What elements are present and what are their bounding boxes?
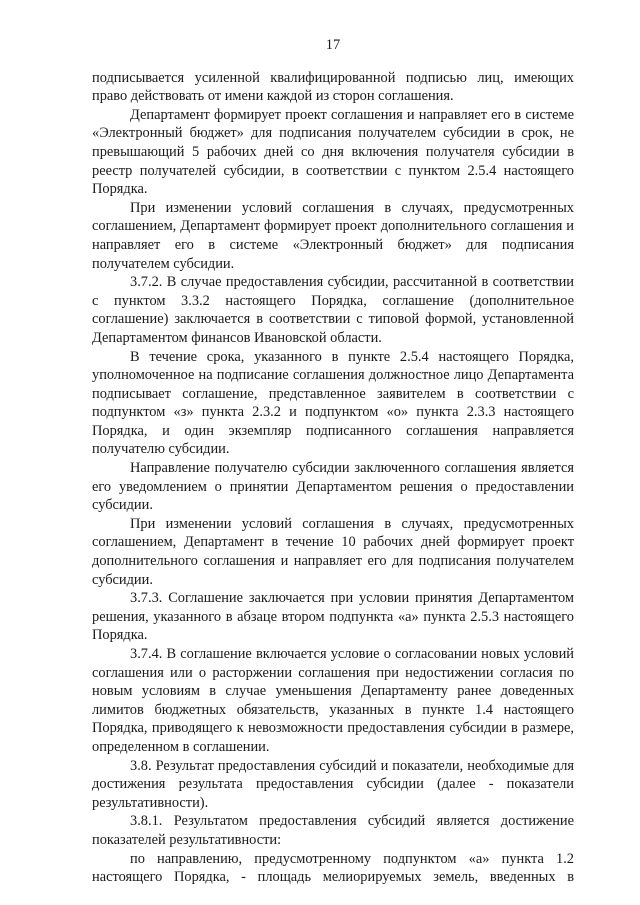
paragraph: 3.8.1. Результатом предоставления субсидий является достижение показателей результативности: xyxy=(92,813,574,848)
paragraph: 3.8. Результат предоставления субсидий и показатели, необходимые для достижения результата предоставления субсидии (далее - показатели результативности). xyxy=(92,757,574,811)
paragraph: по направлению, предусмотренному подпунктом «а» пункта 1.2 настоящего Порядка, - площадь мелиорируемых земель, введенных в xyxy=(92,850,574,886)
paragraph: Департамент формирует проект соглашения и направляет его в системе «Электронный бюджет» для подписания получателем субсидии в срок, не превышающий 5 рабочих дней со дня включения получателя субсидии в реестр получателей субсидии, в соответствии с пунктом 2.5.4 настоящего Порядка. xyxy=(92,106,574,198)
paragraph: 3.7.4. В соглашение включается условие о согласовании новых условий соглашения или о расторжении соглашения при недостижении согласия по новым условиям в случае уменьшения Департаменту ранее доведенных лимитов бюджетных обязательств, указанных в пункте 1.4 настоящего Порядка, приводящего к невозможности предоставления субсидии в размере, определенном в соглашении. xyxy=(92,646,574,755)
page-number: 17 xyxy=(325,37,341,53)
document-page xyxy=(92,36,574,887)
paragraph: Направление получателю субсидии заключенного соглашения является его уведомлением о принятии Департаментом решения о предоставлении субсидии. xyxy=(92,460,574,514)
paragraph: При изменении условий соглашения в случаях, предусмотренных соглашением, Департамент в течение 10 рабочих дней формирует проект дополнительного соглашения и направляет его для подписания получателем субсидии. xyxy=(92,515,574,588)
paragraph: подписывается усиленной квалифицированной подписью лиц, имеющих право действовать от имени каждой из сторон соглашения. xyxy=(92,69,574,105)
paragraph: При изменении условий соглашения в случаях, предусмотренных соглашением, Департамент формирует проект дополнительного соглашения и направляет его в системе «Электронный бюджет» для подписания получателем субсидии. xyxy=(92,199,574,272)
paragraph: В течение срока, указанного в пункте 2.5.4 настоящего Порядка, уполномоченное на подписание соглашения должностное лицо Департамента подписывает соглашение, представленное заявителем в соответствии с подпунктом «з» пункта 2.3.2 и подпунктом «о» пункта 2.3.3 настоящего Порядка, и один экземпляр подписанного соглашения направляется получателю субсидии. xyxy=(92,348,574,458)
paragraph: 3.7.2. В случае предоставления субсидии, рассчитанной в соответствии с пунктом 3.3.2 настоящего Порядка, соглашение (дополнительное соглашение) заключается в соответствии с типовой формой, установленной Департаментом финансов Ивановской области. xyxy=(92,274,574,346)
document-body xyxy=(92,69,574,887)
paragraph: 3.7.3. Соглашение заключается при условии принятия Департаментом решения, указанного в абзаце втором подпункта «а» пункта 2.5.3 настоящего Порядка. xyxy=(92,590,574,644)
